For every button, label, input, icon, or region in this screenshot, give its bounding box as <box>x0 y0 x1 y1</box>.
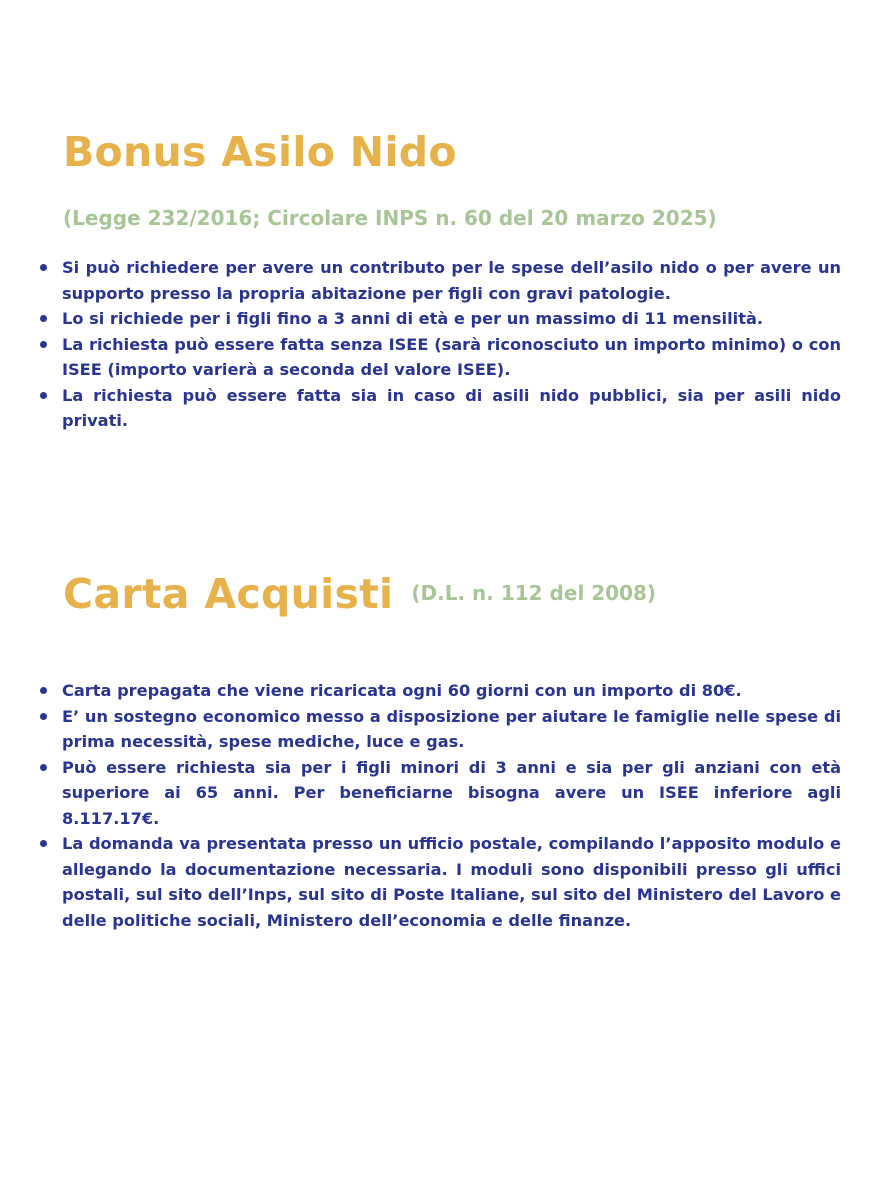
list-item-text: E’ un sostegno economico messo a disposizione per aiutare le famiglie nelle spese di prima necessità, spese mediche, luce e gas. <box>62 706 841 751</box>
bullet-icon <box>40 341 47 348</box>
section-title: Bonus Asilo Nido <box>63 128 457 176</box>
bullet-icon <box>40 687 47 694</box>
list-item-text: La richiesta può essere fatta senza ISEE (sarà riconosciuto un importo minimo) o con ISEE (importo varierà a seconda del valore ISEE). <box>62 334 841 379</box>
list-item <box>38 831 841 933</box>
list-item <box>38 704 841 755</box>
bullet-icon <box>40 392 47 399</box>
bullet-icon <box>40 840 47 847</box>
bullet-icon <box>40 764 47 771</box>
section-subtitle: (D.L. n. 112 del 2008) <box>411 581 657 605</box>
list-item-text: La domanda va presentata presso un ufficio postale, compilando l’apposito modulo e allegando la documentazione necessaria. I moduli sono disponibili presso gli uffici postali, sul sito dell’Inps, sul sito di Poste Italiane, sul sito del Ministero del Lavoro e delle politiche sociali, Ministero dell’economia e delle finanze. <box>62 834 842 930</box>
list-item <box>38 306 841 332</box>
list-item-text: Lo si richiede per i figli fino a 3 anni di età e per un massimo di 11 mensilità. <box>62 309 764 328</box>
section-subtitle: (Legge 232/2016; Circolare INPS n. 60 del 20 marzo 2025) <box>63 206 717 230</box>
bullet-list <box>38 255 841 434</box>
list-item <box>38 678 841 704</box>
list-item-text: Carta prepagata che viene ricaricata ogni 60 giorni con un importo di 80€. <box>62 681 742 700</box>
bullet-icon <box>40 713 47 720</box>
list-item-text: Si può richiedere per avere un contributo per le spese dell’asilo nido o per avere un supporto presso la propria abitazione per figli con gravi patologie. <box>62 258 841 303</box>
section-title: Carta Acquisti <box>63 570 394 618</box>
list-item <box>38 255 841 306</box>
section-title-row <box>63 124 457 180</box>
section-title-row <box>63 566 656 622</box>
list-item <box>38 332 841 383</box>
list-item-text: Può essere richiesta sia per i figli minori di 3 anni e sia per gli anziani con età superiore ai 65 anni. Per beneficiarne bisogna avere un ISEE inferiore agli 8.117.17€. <box>62 757 841 828</box>
bullet-list <box>38 678 841 933</box>
list-item <box>38 755 841 832</box>
list-item <box>38 383 841 434</box>
bullet-icon <box>40 315 47 322</box>
bullet-icon <box>40 264 47 271</box>
list-item-text: La richiesta può essere fatta sia in caso di asili nido pubblici, sia per asili nido privati. <box>62 385 841 430</box>
